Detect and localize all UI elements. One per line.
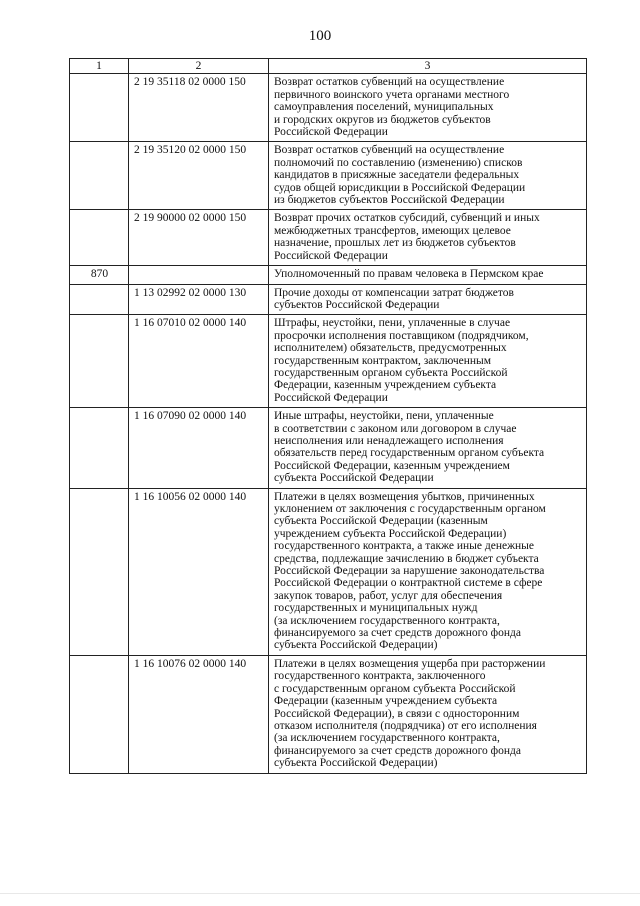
revenue-name-line: государственным органом субъекта Российской — [274, 366, 508, 379]
revenue-name-line: субъекта Российской Федерации) — [274, 757, 438, 770]
revenue-name-cell — [269, 655, 587, 773]
table-row — [70, 210, 587, 266]
revenue-name-cell — [269, 266, 587, 284]
revenue-name-line: кандидатов в присяжные заседатели федеральных — [274, 169, 520, 182]
revenue-name-line: субъектов Российской Федерации — [274, 298, 440, 311]
revenue-name-line: неисполнения или ненадлежащего исполнения — [274, 434, 504, 447]
table-row — [70, 266, 587, 284]
revenue-name-line: исполнителем) обязательств, предусмотренных — [274, 342, 507, 355]
revenue-code-cell: 2 19 35118 02 0000 150 — [129, 74, 269, 142]
table-row — [70, 142, 587, 210]
admin-code-cell — [70, 142, 129, 210]
revenue-name-line: Возврат остатков субвенций на осуществление — [274, 76, 505, 89]
revenue-name-line: с государственным органом субъекта Российской — [274, 682, 516, 695]
revenue-code-cell: 1 16 10076 02 0000 140 — [129, 655, 269, 773]
revenue-name-line: средства, подлежащие зачислению в бюджет субъекта — [274, 552, 539, 565]
revenue-name-line: просрочки исполнения поставщиком (подрядчиком, — [274, 329, 529, 342]
table-row — [70, 655, 587, 773]
table-row — [70, 315, 587, 408]
revenue-name-line: Штрафы, неустойки, пени, уплаченные в случае — [274, 317, 511, 330]
page-number: 100 — [308, 28, 332, 44]
revenue-name-line: государственного контракта, а также иные денежные — [274, 540, 535, 553]
revenue-name-line: государственных и муниципальных нужд — [274, 602, 478, 615]
table-row — [70, 488, 587, 655]
revenue-name-line: назначение, прошлых лет из бюджетов субъектов — [274, 237, 516, 250]
revenue-code-cell: 2 19 35120 02 0000 150 — [129, 142, 269, 210]
revenue-name-line: субъекта Российской Федерации) — [274, 639, 438, 652]
revenue-name-line: Федерации, казенным учреждением субъекта — [274, 379, 497, 392]
revenue-name-line: Российской Федерации о контрактной системе в сфере — [274, 577, 543, 590]
table-row — [70, 408, 587, 488]
revenue-name-line: и городских округов из бюджетов субъектов — [274, 113, 491, 126]
revenue-name-line: Иные штрафы, неустойки, пени, уплаченные — [274, 410, 494, 423]
revenue-name-line: учреждением субъекта Российской Федерации) — [274, 527, 507, 540]
table-header-row — [70, 59, 587, 74]
revenue-name-line: Возврат прочих остатков субсидий, субвенций и иных — [274, 212, 540, 225]
revenue-name-line: государственным контрактом, заключенным — [274, 354, 492, 367]
table-row — [70, 284, 587, 315]
admin-code-cell — [70, 284, 129, 315]
revenue-code-cell: 1 16 10056 02 0000 140 — [129, 488, 269, 655]
revenue-name-line: Возврат остатков субвенций на осуществление — [274, 144, 505, 157]
revenue-name-line: субъекта Российской Федерации — [274, 472, 434, 485]
admin-code-cell — [70, 315, 129, 408]
revenue-name-line: субъекта Российской Федерации (казенным — [274, 515, 488, 528]
revenue-name-line: финансируемого за счет средств дорожного фонда — [274, 627, 521, 640]
admin-code-cell — [70, 210, 129, 266]
revenue-code-cell: 1 16 07090 02 0000 140 — [129, 408, 269, 488]
revenue-name-line: Прочие доходы от компенсации затрат бюджетов — [274, 286, 514, 299]
revenue-name-cell — [269, 210, 587, 266]
revenue-name-line: Уполномоченный по правам человека в Пермском крае — [274, 268, 544, 281]
revenue-name-line: закупок товаров, работ, услуг для обеспечения — [274, 589, 503, 602]
column-header-3: 3 — [269, 59, 587, 74]
revenue-name-line: (за исключением государственного контракта, — [274, 614, 500, 627]
admin-code-cell — [70, 74, 129, 142]
revenue-name-line: Российской Федерации за нарушение законодательства — [274, 565, 545, 578]
revenue-name-line: Платежи в целях возмещения ущерба при расторжении — [274, 657, 546, 670]
revenue-name-cell — [269, 315, 587, 408]
revenue-name-cell — [269, 408, 587, 488]
revenue-name-cell — [269, 142, 587, 210]
revenue-name-line: (за исключением государственного контракта, — [274, 732, 500, 745]
revenue-name-line: судов общей юрисдикции в Российской Федерации — [274, 181, 526, 194]
revenue-name-line: Российской Федерации, казенным учреждением — [274, 459, 510, 472]
column-header-2: 2 — [129, 59, 269, 74]
revenue-name-line: финансируемого за счет средств дорожного фонда — [274, 744, 521, 757]
revenue-name-cell — [269, 488, 587, 655]
admin-code-cell — [70, 408, 129, 488]
revenue-code-cell: 1 13 02992 02 0000 130 — [129, 284, 269, 315]
revenue-name-cell — [269, 74, 587, 142]
revenue-name-line: полномочий по составлению (изменению) списков — [274, 156, 523, 169]
revenue-code-cell: 1 16 07010 02 0000 140 — [129, 315, 269, 408]
revenue-name-line: из бюджетов субъектов Российской Федерации — [274, 194, 505, 207]
admin-code-cell — [70, 655, 129, 773]
revenue-name-line: отказом исполнителя (подрядчика) от его исполнения — [274, 719, 537, 732]
admin-code-cell: 870 — [70, 266, 129, 284]
revenue-name-line: Российской Федерации — [274, 249, 388, 262]
revenue-name-line: Платежи в целях возмещения убытков, причиненных — [274, 490, 535, 503]
revenue-name-line: Федерации (казенным учреждением субъекта — [274, 695, 498, 708]
revenue-code-cell — [129, 266, 269, 284]
revenue-name-cell — [269, 284, 587, 315]
revenue-name-line: государственного контракта, заключенного — [274, 670, 486, 683]
revenue-name-line: Российской Федерации — [274, 391, 388, 404]
revenue-name-line: Российской Федерации — [274, 126, 388, 139]
revenue-name-line: в соответствии с законом или договором в случае — [274, 422, 517, 435]
revenue-name-line: самоуправления поселений, муниципальных — [274, 101, 494, 114]
revenue-name-line: межбюджетных трансфертов, имеющих целевое — [274, 224, 511, 237]
revenue-name-line: Российской Федерации), в связи с односторонним — [274, 707, 520, 720]
table-body — [70, 74, 587, 773]
revenue-code-cell: 2 19 90000 02 0000 150 — [129, 210, 269, 266]
column-header-1: 1 — [70, 59, 129, 74]
revenue-codes-table — [69, 58, 587, 774]
page-bottom-edge — [0, 893, 640, 906]
revenue-name-line: обязательств перед государственным органом субъекта — [274, 447, 545, 460]
revenue-name-line: уклонением от заключения с государственным органом — [274, 503, 546, 515]
table-row — [70, 74, 587, 142]
admin-code-cell — [70, 488, 129, 655]
revenue-name-line: первичного воинского учета органами местного — [274, 88, 510, 101]
